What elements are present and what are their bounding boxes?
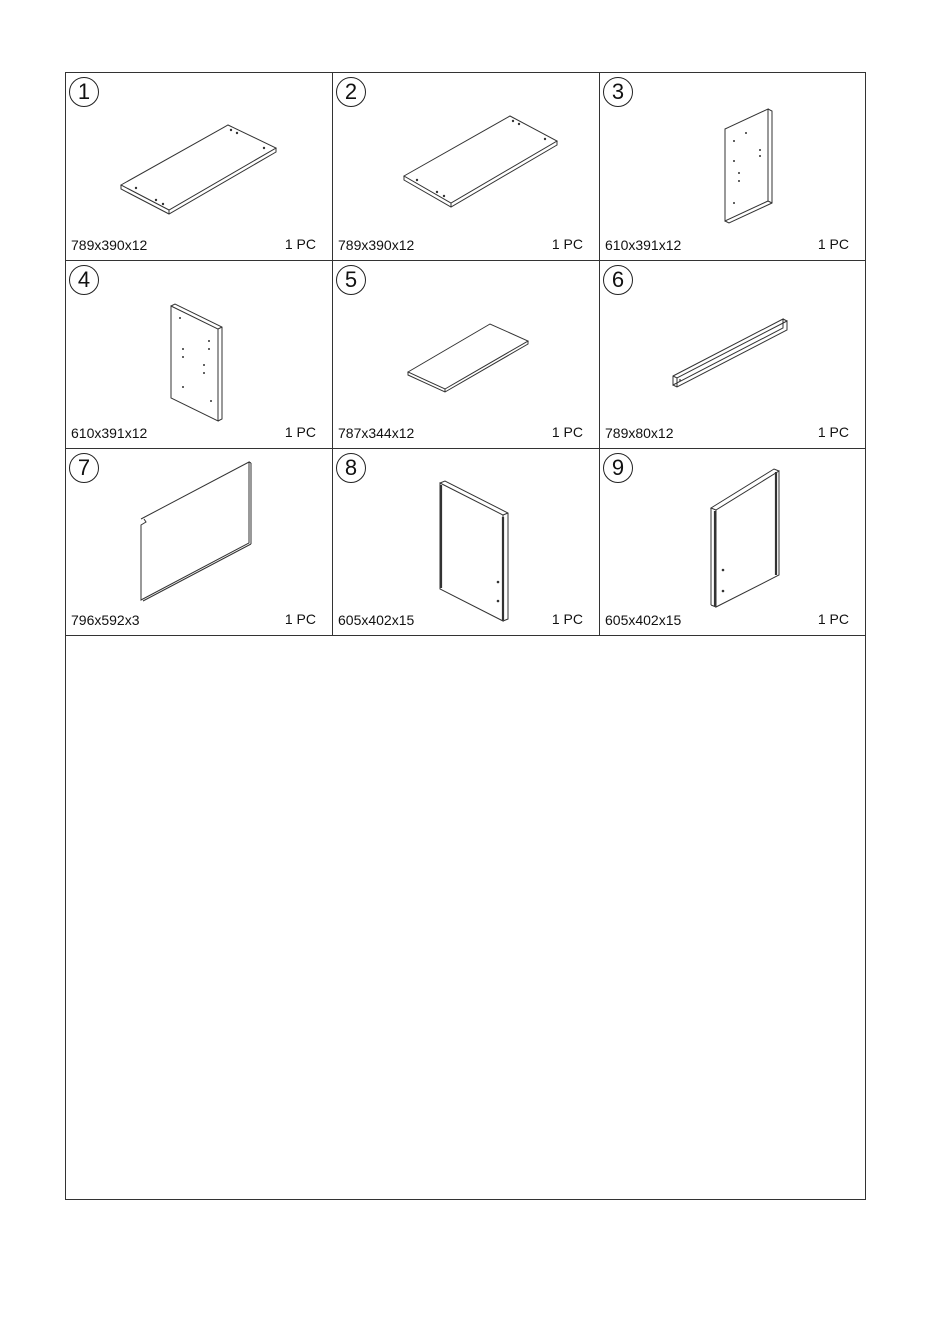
door-panel-icon [600,449,864,636]
parts-grid [66,73,865,636]
door-panel-icon [333,449,599,636]
rectangular-panel-with-holes-icon [66,73,332,260]
thin-back-panel-icon [66,449,332,636]
part-dimensions: 796x592x3 [71,612,140,628]
empty-area [66,636,865,1199]
part-quantity: 1 PC [284,236,316,252]
part-dimensions: 789x390x12 [338,237,415,253]
part-quantity: 1 PC [551,236,583,252]
part-dimensions: 789x390x12 [71,237,148,253]
parts-sheet [65,72,866,1200]
part-number-badge: 3 [603,77,633,107]
part-cell-2 [333,73,600,261]
part-number-badge: 7 [69,453,99,483]
part-quantity: 1 PC [551,611,583,627]
part-quantity: 1 PC [817,424,849,440]
part-number-badge: 9 [603,453,633,483]
part-cell-4 [66,261,333,449]
upright-side-panel-icon [600,73,864,260]
part-cell-9 [600,449,865,636]
part-quantity: 1 PC [284,611,316,627]
part-number-badge: 5 [336,265,366,295]
part-cell-6 [600,261,865,449]
part-dimensions: 610x391x12 [71,425,148,441]
part-number-badge: 8 [336,453,366,483]
narrow-rail-icon [600,261,864,448]
flat-shelf-panel-icon [333,261,599,448]
rectangular-panel-with-holes-icon [333,73,599,260]
part-number-badge: 6 [603,265,633,295]
part-dimensions: 605x402x15 [605,612,682,628]
part-dimensions: 789x80x12 [605,425,674,441]
part-quantity: 1 PC [551,424,583,440]
part-dimensions: 787x344x12 [338,425,415,441]
part-dimensions: 610x391x12 [605,237,682,253]
part-quantity: 1 PC [817,611,849,627]
part-quantity: 1 PC [284,424,316,440]
part-dimensions: 605x402x15 [338,612,415,628]
part-cell-5 [333,261,600,449]
part-cell-8 [333,449,600,636]
part-number-badge: 4 [69,265,99,295]
part-cell-1 [66,73,333,261]
upright-side-panel-icon [66,261,332,448]
part-number-badge: 1 [69,77,99,107]
part-cell-7 [66,449,333,636]
part-quantity: 1 PC [817,236,849,252]
part-number-badge: 2 [336,77,366,107]
part-cell-3 [600,73,865,261]
